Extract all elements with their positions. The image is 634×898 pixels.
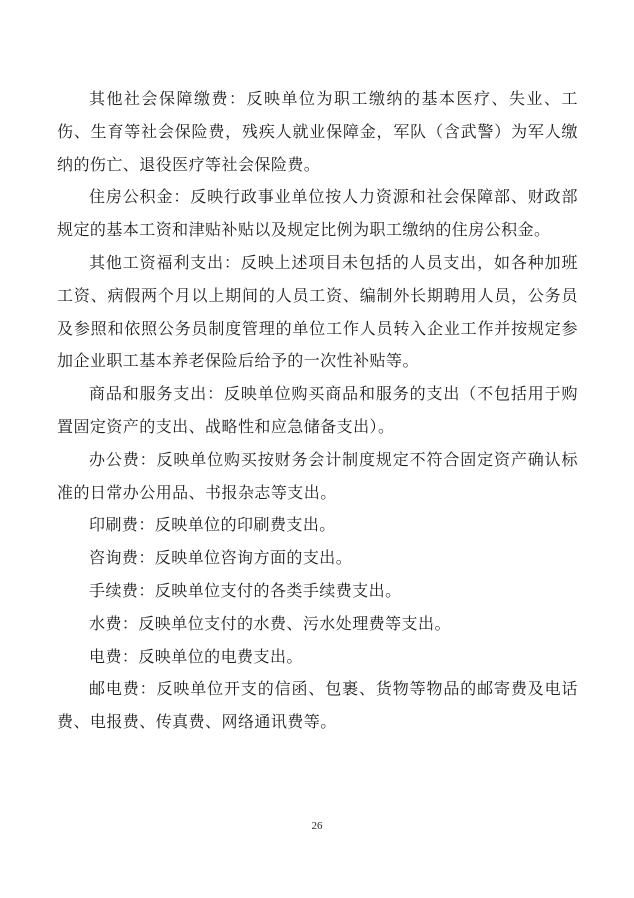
paragraph: 邮电费：反映单位开支的信函、包裹、货物等物品的邮寄费及电话费、电报费、传真费、网络通讯费等。 — [57, 681, 578, 732]
paragraph: 商品和服务支出：反映单位购买商品和服务的支出（不包括用于购置固定资产的支出、战略性和应急储备支出）。 — [57, 386, 578, 436]
paragraph: 其他社会保障缴费：反映单位为职工缴纳的基本医疗、失业、工伤、生育等社会保险费，残疾人就业保障金，军队（含武警）为军人缴纳的伤亡、退役医疗等社会保险费。 — [57, 91, 578, 174]
paragraph: 印刷费：反映单位的印刷费支出。 — [89, 517, 336, 535]
paragraph: 其他工资福利支出：反映上述项目未包括的人员支出，如各种加班工资、病假两个月以上期间的人员工资、编制外长期聘用人员，公务员及参照和依照公务员制度管理的单位工作人员转入企业工作并按规定参加企业职工基本养老保险后给予的一次性补贴等。 — [57, 254, 578, 371]
page-number: 26 — [311, 820, 323, 832]
paragraph: 咨询费：反映单位咨询方面的支出。 — [89, 550, 353, 568]
paragraph: 水费：反映单位支付的水费、污水处理费等支出。 — [89, 615, 451, 633]
paragraph: 住房公积金：反映行政事业单位按人力资源和社会保障部、财政部规定的基本工资和津贴补贴以及规定比例为职工缴纳的住房公积金。 — [57, 189, 578, 240]
paragraph: 办公费：反映单位购买按财务会计制度规定不符合固定资产确认标准的日常办公用品、书报杂志等支出。 — [57, 451, 578, 502]
paragraph: 电费：反映单位的电费支出。 — [89, 648, 303, 666]
paragraph: 手续费：反映单位支付的各类手续费支出。 — [89, 582, 402, 600]
document-body — [57, 84, 578, 740]
